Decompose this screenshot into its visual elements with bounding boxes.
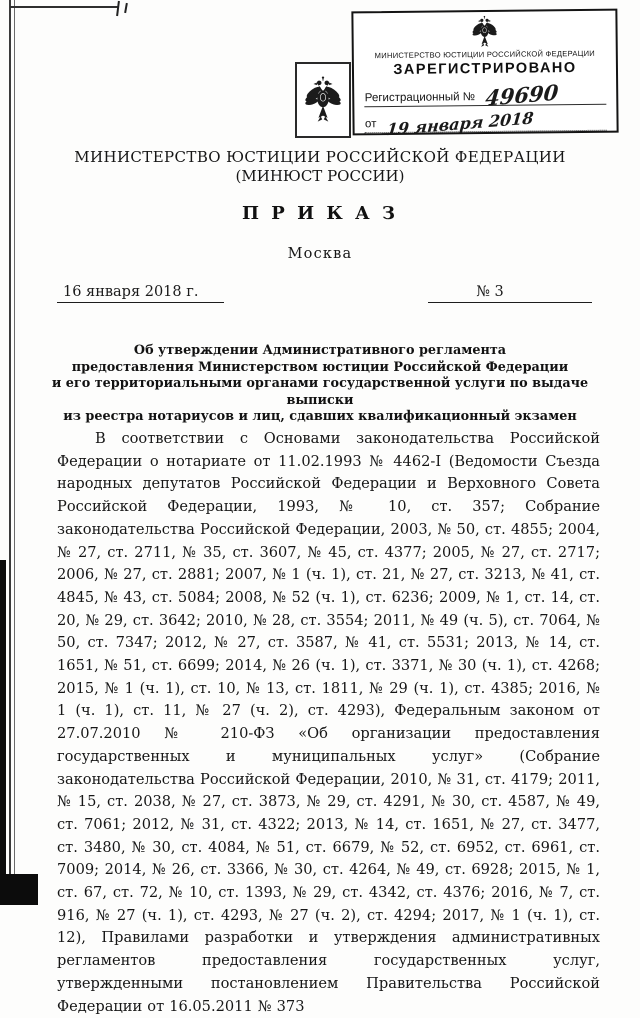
scan-edge-line-2 <box>14 0 15 905</box>
order-title-line-2: предоставления Министерством юстиции Российской Федерации <box>71 359 569 375</box>
order-body-paragraph: В соответствии с Основами законодательства Российской Федерации о нотариате от 11.02.1993 № 4462-I (Ведомости Съезда народных депутатов Российской Федерации и Верховного Совета Российской Федерации, 1993, № 10, ст. 357; Собрание законодательства Российской Федерации, 2003, № 50, ст. 4855; 2004, № 27, ст. 2711, № 35, ст. 3607, № 45, ст. 4377; 2005, № 27, ст. 2717; 2006, № 27, ст. 2881; 2007, № 1 (ч. 1), ст. 21, № 27, ст. 3213, № 41, ст. 4845, № 43, ст. 5084; 2008, № 52 (ч. 1), ст. 6236; 2009, № 1, ст. 14, ст. 20, № 29, ст. 3642; 2010, № 28, ст. 3554; 2011, № 49 (ч. 5), ст. 7064, № 50, ст. 7347; 2012, № 27, ст. 3587, № 41, ст. 5531; 2013, № 14, ст. 1651, № 51, ст. 6699; 2014, № 26 (ч. 1), ст. 3371, № 30 (ч. 1), ст. 4268; 2015, № 1 (ч. 1), ст. 10, № 13, ст. 1811, № 29 (ч. 1), ст. 4385; 2016, № 1 (ч. 1), ст. 11, № 27 (ч. 2), ст. 4293), Федеральным законом от 27.07.2010 № 210-ФЗ «Об организации предоставления государственных и муниципальных услуг» (Собрание законодательства Российской Федерации, 2010, № 31, ст. 4179; 2011, № 15, ст. 2038, № 27, ст. 3873, № 29, ст. 4291, № 30, ст. 4587, № 49, ст. 7061; 2012, № 31, ст. 4322; 2013, № 14, ст. 1651, № 27, ст. 3477, ст. 3480, № 30, ст. 4084, № 51, ст. 6679, № 52, ст. 6952, ст. 6961, ст. 7009; 2014, № 26, ст. 3366, № 30, ст. 4264, № 49, ст. 6928; 2015, № 1, ст. 67, ст. 72, № 10, ст. 1393, № 29, ст. 4342, ст. 4376; 2016, № 7, ст. 916, № 27 (ч. 1), ст. 4293, № 27 (ч. 2), ст. 4294; 2017, № 1 (ч. 1), ст. 12), Правилами разработки и утверждения административных регламентов предоставления государственных услуг, утвержденными постановлением Правительства Российской Федерации от 16.05.2011 № 373 <box>57 430 600 1015</box>
document-type-heading: П Р И К А З <box>242 203 398 224</box>
scan-pen-mark-2 <box>124 3 128 13</box>
ministry-short-name: (МИНЮСТ РОССИИ) <box>235 167 405 185</box>
scan-pen-mark <box>116 1 120 16</box>
coat-of-arms-icon <box>304 74 342 126</box>
scan-black-bar <box>0 560 6 905</box>
stamp-reg-number-row <box>364 77 606 111</box>
stamp-date-label: от <box>364 118 377 131</box>
order-date: 16 января 2018 г. <box>57 284 224 303</box>
order-title-line-1: Об утверждении Административного регламента <box>133 343 507 358</box>
scan-corner-block <box>0 874 38 905</box>
state-emblem-box <box>295 62 351 138</box>
stamp-reg-number-value: 49690 <box>484 79 560 111</box>
city-label: Москва <box>287 246 353 262</box>
order-number: № 3 <box>428 284 592 303</box>
order-title-line-4: из реестра нотариусов и лиц, сдавших квалификационный экзамен <box>63 409 577 425</box>
scan-edge-line <box>9 0 11 905</box>
coat-of-arms-icon <box>471 15 497 49</box>
scan-top-line <box>10 6 118 8</box>
ministry-name: МИНИСТЕРСТВО ЮСТИЦИИ РОССИЙСКОЙ ФЕДЕРАЦИИ <box>74 148 566 166</box>
registration-stamp <box>351 9 618 140</box>
stamp-reg-number-label: Регистрационный № <box>364 91 476 105</box>
stamp-registered-label: ЗАРЕГИСТРИРОВАНО <box>393 60 577 78</box>
order-body <box>57 428 600 1018</box>
date-number-row <box>0 284 640 306</box>
order-title-line-3: и его территориальными органами государственной услуги по выдаче выписки <box>51 376 589 408</box>
stamp-ministry-line: МИНИСТЕРСТВО ЮСТИЦИИ РОССИЙСКОЙ ФЕДЕРАЦИИ <box>374 48 596 61</box>
order-title <box>30 343 610 426</box>
stamp-date-value: 19 января 2018 <box>385 108 535 140</box>
